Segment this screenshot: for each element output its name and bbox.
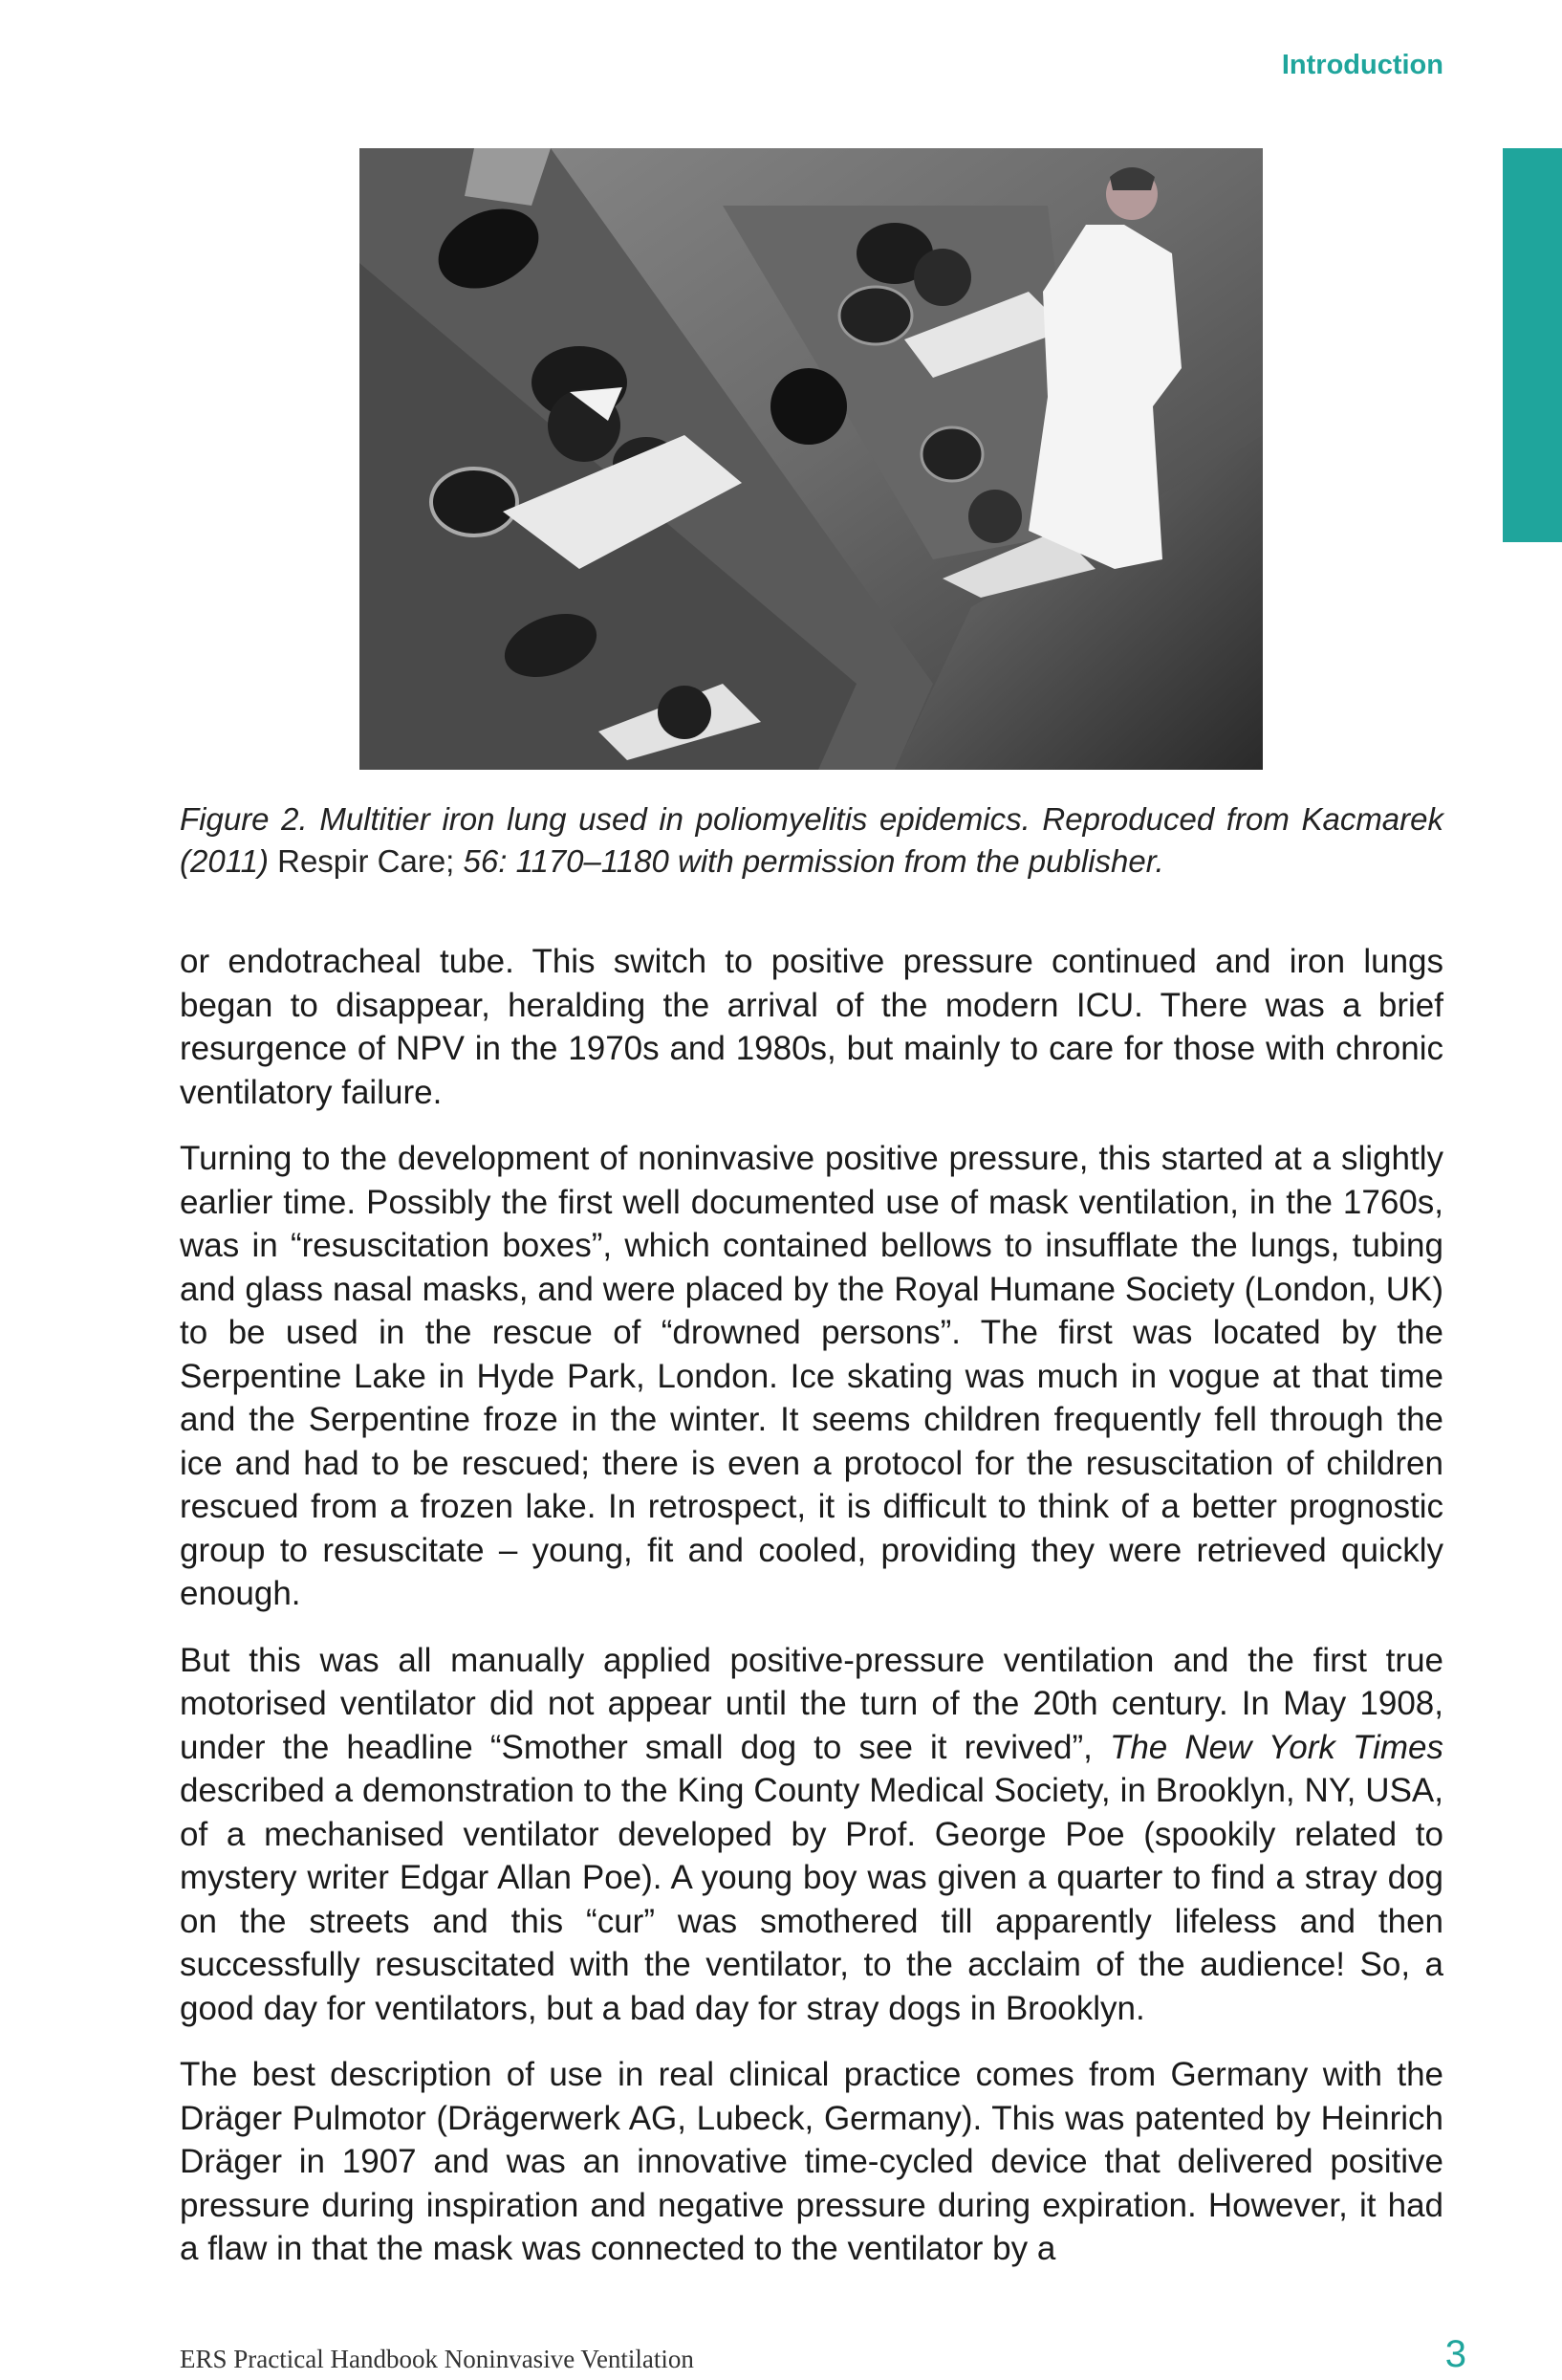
iron-lung-photo-illustration [359,148,1263,770]
footer-book-title: ERS Practical Handbook Noninvasive Ventilation [180,2345,694,2373]
caption-journal: Respir Care; [277,843,455,879]
chapter-tab-marker [1503,148,1562,542]
section-header: Introduction [1281,50,1443,80]
paragraph-3-text: But this was all manually applied positive-pressure ventilation and the first true motorised ventilator did not appear until the turn of the 20th century. In May 1908, under the headline “Smother small dog to see it revived”, [180,1641,1443,1766]
page-number: 3 [1444,2333,1466,2375]
paragraph-3 [180,1639,1443,2031]
paragraph-2: Turning to the development of noninvasive positive pressure, this started at a slightly earlier time. Possibly the first well documented use of mask ventilation, in the 1760s, was in “resuscitation boxes”, which contained bellows to insufflate the lungs, tubing and glass nasal masks, and were placed by the Royal Humane Society (London, UK) to be used in the rescue of “drowned persons”. The first was located by the Serpentine Lake in Hyde Park, London. Ice skating was much in vogue at that time and the Serpentine froze in the winter. It seems children frequently fell through the ice and had to be rescued; there is even a protocol for the resuscitation of children rescued from a frozen lake. In retrospect, it is difficult to think of a better prognostic group to resuscitate – young, fit and cooled, providing they were retrieved quickly enough. [180,1140,1443,1612]
figure-caption [180,798,1443,883]
paragraph-3-emphasis: The New York Times [1109,1728,1443,1766]
paragraph-4: The best description of use in real clinical practice comes from Germany with the Dräger Pulmotor (Drägerwerk AG, Lubeck, Germany). This was patented by Heinrich Dräger in 1907 and was an innovative time-cycled device that delivered positive pressure during inspiration and negative pressure during expiration. However, it had a flaw in that the mask was connected to the ventilator by a [180,2056,1443,2267]
caption-text: Figure 2. Multitier iron lung used in poliomyelitis epidemics. Reproduced from Kacmarek (2011) [180,801,1443,879]
figure-photo [359,148,1263,770]
caption-citation: 56: 1170–1180 with permission from the publisher. [454,843,1164,879]
paragraph-3-continued: described a demonstration to the King County Medical Society, in Brooklyn, NY, USA, of a mechanised ventilator developed by Prof. George Poe (spookily related to mystery writer Edgar Allan Poe). A young boy was given a quarter to find a stray dog on the streets and this “cur” was smothered till apparently lifeless and then successfully resuscitated with the ventilator, to the acclaim of the audience! So, a good day for ventilators, but a bad day for stray dogs in Brooklyn. [180,1772,1443,2027]
body-text [180,940,1443,2294]
paragraph-1: or endotracheal tube. This switch to positive pressure continued and iron lungs began to disappear, heralding the arrival of the modern ICU. There was a brief resurgence of NPV in the 1970s and 1980s, but mainly to care for those with chronic ventilatory failure. [180,943,1443,1111]
